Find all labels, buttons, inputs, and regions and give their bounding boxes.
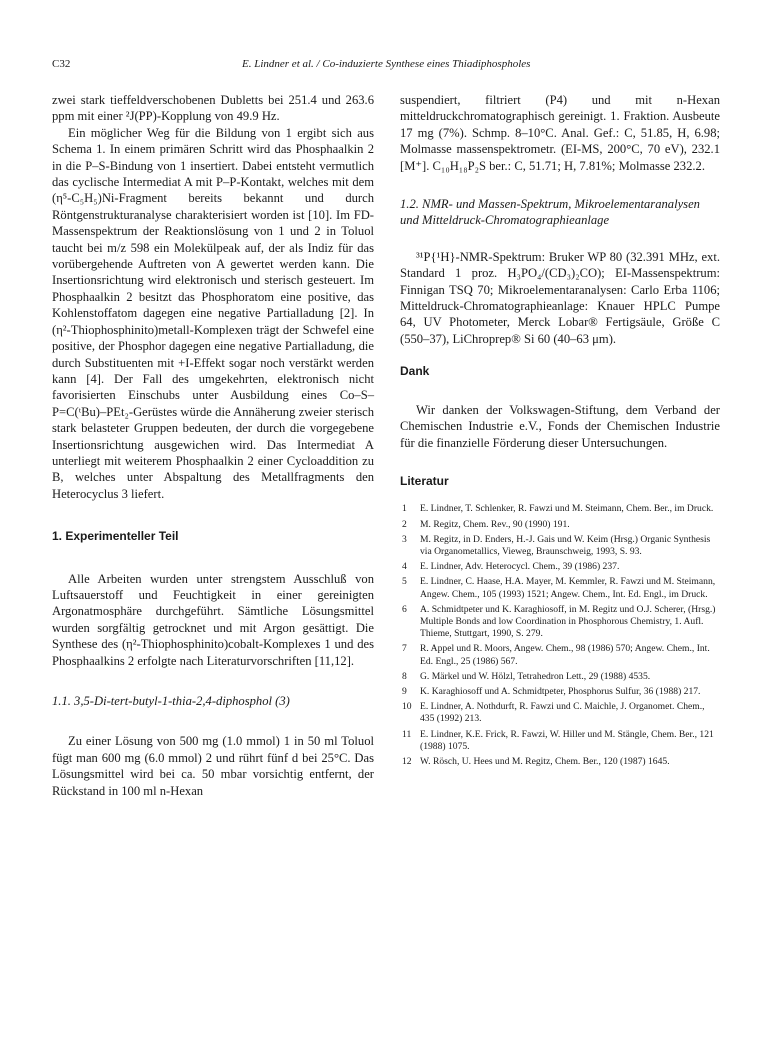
section-heading-dank: Dank	[400, 364, 430, 379]
reference-text: M. Regitz, in D. Enders, H.-J. Gais und W. Keim (Hrsg.) Organic Synthesis via Organometallics, Vieweg, Braunschweig, 1993, S. 93.	[420, 533, 711, 557]
reference-text: G. Märkel und W. Hölzl, Tetrahedron Lett., 29 (1988) 4535.	[420, 670, 651, 682]
section-heading-experimental: 1. Experimenteller Teil	[52, 529, 179, 544]
paragraph-instruments: ³¹P{¹H}-NMR-Spektrum: Bruker WP 80 (32.391 MHz, ext. Standard 1 proz. H₃PO₄/(CD₃)₂CO); EI-Massenspektrum: Finnigan TSQ 70; Mikroelementaranalysen: Carlo Erba 1106; Mitteldruck-Chromatographieanlage: Knauer HPLC Pumpe 64, UV Photometer, Merck Lobar® Fertigsäule, Größe C (550–37), LiChroprep® Si 60 (40–63 μm).	[400, 249, 720, 346]
reference-item	[400, 643, 720, 667]
paragraph-acknowledgement: Wir danken der Volkswagen-Stiftung, dem Verband der Chemischen Industrie e.V., Fonds der Chemischen Industrie für die finanzielle Förderung dieser Untersuchungen.	[400, 402, 720, 450]
reference-text: W. Rösch, U. Hees und M. Regitz, Chem. Ber., 120 (1987) 1645.	[420, 755, 670, 767]
reference-item	[400, 519, 720, 531]
reference-item	[400, 729, 720, 753]
page-number: C32	[52, 58, 71, 70]
reference-text: E. Lindner, K.E. Frick, R. Fawzi, W. Hiller und M. Stängle, Chem. Ber., 121 (1988) 1075.	[420, 728, 714, 752]
reference-number: 9	[402, 685, 407, 697]
reference-number: 8	[402, 670, 407, 682]
reference-text: E. Lindner, A. Nothdurft, R. Fawzi und C. Maichle, J. Organomet. Chem., 435 (1992) 213.	[420, 701, 705, 725]
reference-item	[400, 671, 720, 683]
right-column	[400, 92, 720, 771]
reference-text: A. Schmidtpeter und K. Karaghiosoff, in M. Regitz und O.J. Scherer, (Hrsg.) Multiple Bonds and low Coordination in Phosphorous Chemistry, 1. Aufl. Thieme, Stuttgart, 1990, S. 279.	[420, 603, 716, 640]
section-heading-literatur: Literatur	[400, 473, 449, 488]
reference-item	[400, 604, 720, 641]
reference-item	[400, 576, 720, 600]
running-title: E. Lindner et al. / Co-induzierte Synthese eines Thiadiphospholes	[242, 58, 531, 70]
running-header	[52, 58, 719, 74]
reference-number: 12	[402, 755, 412, 767]
reference-text: M. Regitz, Chem. Rev., 90 (1990) 191.	[420, 518, 570, 530]
reference-text: R. Appel und R. Moors, Angew. Chem., 98 (1986) 570; Angew. Chem., Int. Ed. Engl., 25 (1986) 567.	[420, 643, 710, 667]
reference-text: E. Lindner, C. Haase, H.A. Mayer, M. Kemmler, R. Fawzi und M. Steimann, Angew. Chem., 105 (1993) 1521; Angew. Chem., Int. Ed. Engl., im Druck.	[420, 576, 716, 600]
reference-number: 6	[402, 603, 407, 615]
paragraph-procedure: Zu einer Lösung von 500 mg (1.0 mmol) 1 in 50 ml Toluol fügt man 600 mg (6.0 mmol) 2 und rührt fünf d bei 25°C. Das Lösungsmittel wird bei ca. 50 mbar vorsichtig entfernt, der Rückstand in 100 ml n-Hexan	[52, 734, 374, 798]
reference-item	[400, 701, 720, 725]
reference-item	[400, 686, 720, 698]
reference-list	[400, 503, 720, 768]
left-column	[52, 92, 374, 799]
reference-item	[400, 561, 720, 573]
reference-text: E. Lindner, Adv. Heterocycl. Chem., 39 (1986) 237.	[420, 561, 620, 573]
reference-number: 10	[402, 701, 412, 713]
reference-item	[400, 503, 720, 515]
reference-text: E. Lindner, T. Schlenker, R. Fawzi und M. Steimann, Chem. Ber., im Druck.	[420, 503, 714, 515]
subsection-heading-synthesis: 1.1. 3,5-Di-tert-butyl-1-thia-2,4-diphosphol (3)	[52, 694, 290, 708]
reference-number: 3	[402, 533, 407, 545]
reference-number: 5	[402, 576, 407, 588]
paragraph-mechanism: Ein möglicher Weg für die Bildung von 1 ergibt sich aus Schema 1. In einem primären Schritt wird das Phosphaalkin 2 in die P–S-Bindung von 1 insertiert. Dabei entsteht vermutlich das cyclische Intermediat A mit P–P-Kontakt, welches mit dem (η⁵-C₅H₅)Ni-Fragment bereits bekannt und durch Röntgenstrukturanalyse charakterisiert worden ist [10]. Im FD-Massenspektrum der Reaktionslösung von 1 und 2 in Toluol taucht bei m/z 598 ein Molekülpeak auf, der als Indiz für das vorübergehende Auftreten von A gewertet werden kann. Die Insertionsrichtung wird elektronisch und sterisch gesteuert. Im Phosphaalkin 2 besitzt das Phosphoratom eine positive, das Kohlenstoffatom dagegen eine negative Partialladung [2]. In (η²-Thiophosphinito)metall-Komplexen trägt der Schwefel eine positive, der Phosphor dagegen eine negative Partialladung, die durch Substituenten mit +I-Effekt sogar noch verstärkt werden kann [4]. Der Fall des umgekehrten, elektronisch nicht favorisierten Einschubs unter Ausbildung eines Co–S–P=C(ᵗBu)–PEt₂-Gerüstes würde die Annäherung zweier sterisch stark belasteter Gruppen bedeuten, der durch die vorgegebene Insertionsrichtung ausgewichen wird. Das Intermediat A unterliegt mit weiterem Phosphaalkin 2 einer Cycloaddition zu B, welches unter Abspaltung des Metallfragments den Heterocyclus 3 liefert.	[52, 125, 374, 501]
paragraph-procedure-cont: suspendiert, filtriert (P4) und mit n-Hexan mitteldruckchromatographisch gereinigt. 1. Fraktion. Ausbeute 17 mg (7%). Schmp. 8–10°C. Anal. Gef.: C, 51.85, H, 6.98; Molmasse massenspektrometr. (EI-MS, 200°C, 70 eV), 232.1 [M⁺]. C₁₀H₁₈P₂S ber.: C, 51.71; H, 7.81%; Molmasse 232.2.	[400, 93, 720, 173]
reference-text: K. Karaghiosoff und A. Schmidtpeter, Phosphorus Sulfur, 36 (1988) 217.	[420, 685, 701, 697]
paragraph-nmr-result: zwei stark tieffeldverschobenen Dubletts bei 251.4 und 263.6 ppm mit einer ²J(PP)-Kopplung von 49.9 Hz.	[52, 93, 374, 124]
reference-number: 7	[402, 643, 407, 655]
reference-number: 11	[402, 728, 412, 740]
reference-item	[400, 534, 720, 558]
reference-number: 1	[402, 503, 407, 515]
paragraph-general-methods: Alle Arbeiten wurden unter strengstem Ausschluß von Luftsauerstoff und Feuchtigkeit in einer gereinigten Argonatmosphäre durchgeführt. Sämtliche Lösungsmittel wurden sorgfältig getrocknet und mit Argon gesättigt. Die Synthese des (η²-Thiophosphinito)cobalt-Komplexes 1 und des Phosphaalkins 2 erfolgte nach Literaturvorschriften [11,12].	[52, 571, 374, 668]
reference-number: 2	[402, 518, 407, 530]
reference-number: 4	[402, 561, 407, 573]
subsection-heading-instruments: 1.2. NMR- und Massen-Spektrum, Mikroelementaranalysen und Mitteldruck-Chromatographieanlage	[400, 197, 700, 228]
reference-item	[400, 756, 720, 768]
